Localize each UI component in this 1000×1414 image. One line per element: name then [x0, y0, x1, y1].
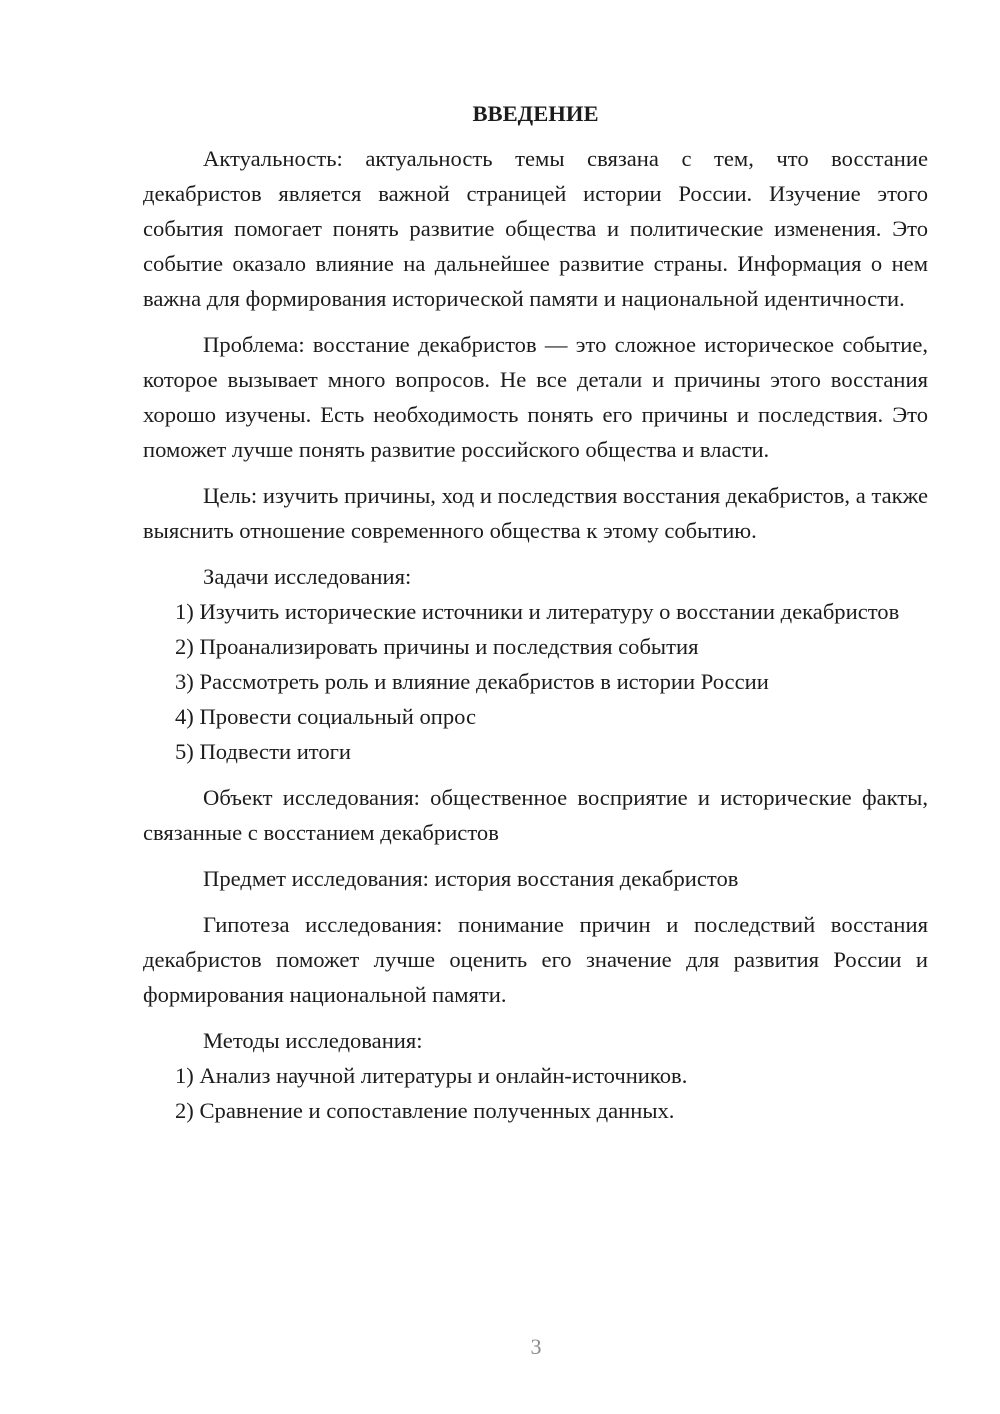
method-item: 2) Сравнение и сопоставление полученных данных. — [175, 1098, 675, 1123]
task-item: 4) Провести социальный опрос — [175, 704, 477, 729]
method-item: 1) Анализ научной литературы и онлайн-источников. — [175, 1063, 688, 1088]
task-item: 1) Изучить исторические источники и литературу о восстании декабристов — [175, 599, 900, 624]
goal-paragraph: Цель: изучить причины, ход и последствия восстания декабристов, а также выяснить отношение современного общества к этому событию. — [143, 483, 928, 543]
page-title: ВВЕДЕНИЕ — [472, 101, 599, 126]
page-number: 3 — [530, 1334, 542, 1359]
document-page — [143, 96, 928, 1128]
relevance-paragraph: Актуальность: актуальность темы связана с тем, что восстание декабристов является важной страницей истории России. Изучение этого события помогает понять развитие общества и политические изменения. Это событие оказало влияние на дальнейшее развитие страны. Информация о нем важна для формирования исторической памяти и национальной идентичности. — [143, 146, 928, 311]
task-item: 3) Рассмотреть роль и влияние декабристов в истории России — [175, 669, 769, 694]
object-paragraph: Объект исследования: общественное восприятие и исторические факты, связанные с восстанием декабристов — [143, 785, 928, 845]
tasks-heading: Задачи исследования: — [203, 564, 412, 589]
task-item: 5) Подвести итоги — [175, 739, 352, 764]
task-item: 2) Проанализировать причины и последствия события — [175, 634, 699, 659]
problem-paragraph: Проблема: восстание декабристов — это сложное историческое событие, которое вызывает много вопросов. Не все детали и причины этого восстания хорошо изучены. Есть необходимость понять его причины и последствия. Это поможет лучше понять развитие российского общества и власти. — [143, 332, 928, 462]
subject-paragraph: Предмет исследования: история восстания декабристов — [203, 866, 739, 891]
methods-heading: Методы исследования: — [203, 1028, 423, 1053]
hypothesis-paragraph: Гипотеза исследования: понимание причин и последствий восстания декабристов поможет лучше оценить его значение для развития России и формирования национальной памяти. — [143, 912, 928, 1007]
